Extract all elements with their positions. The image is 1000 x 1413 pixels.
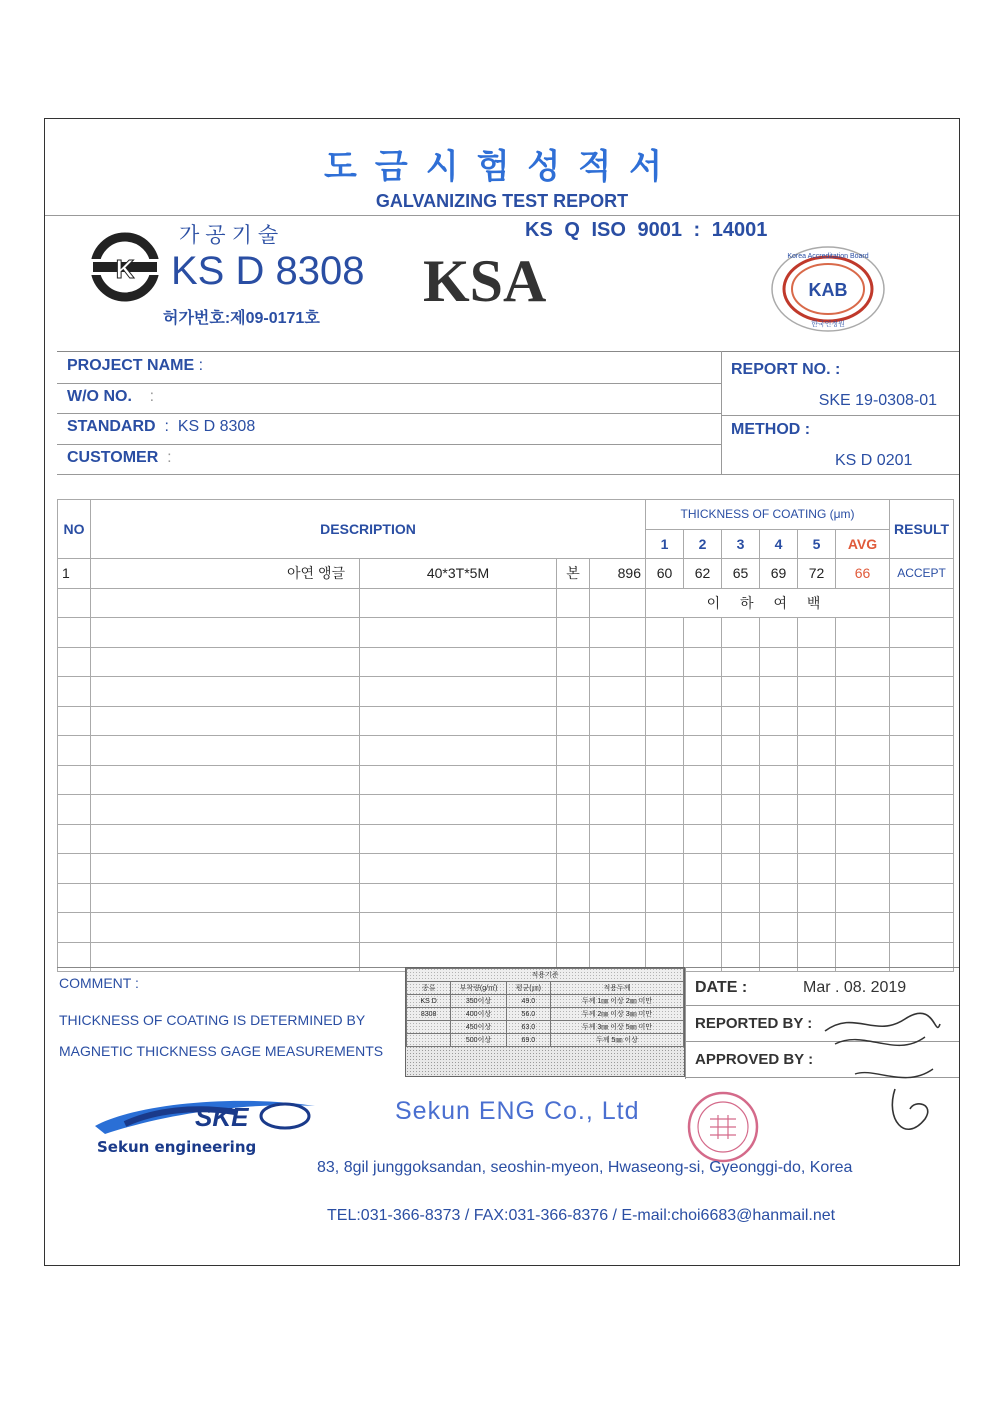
customer-label: CUSTOMER :: [67, 449, 172, 466]
reported-by-label: REPORTED BY :: [695, 1015, 813, 1032]
standard-label: STANDARD : KS D 8308: [67, 418, 256, 435]
report-no-label: REPORT NO. :: [731, 361, 841, 378]
row-t4: 69: [760, 559, 798, 589]
table-row: [58, 706, 954, 736]
date-value: Mar . 08. 2019: [803, 979, 907, 996]
row-t3: 65: [722, 559, 760, 589]
comment-line-1: THICKNESS OF COATING IS DETERMINED BY: [59, 1012, 366, 1028]
method-value: KS D 0201: [835, 452, 913, 469]
comment-line-2: MAGNETIC THICKNESS GAGE MEASUREMENTS: [59, 1043, 384, 1059]
row-spec: 40*3T*5M: [360, 559, 557, 589]
row-result: ACCEPT: [890, 559, 954, 589]
svg-text:SKE: SKE: [195, 1102, 249, 1132]
svg-text:KAB: KAB: [808, 280, 848, 300]
date-label: DATE :: [695, 979, 748, 996]
header-no: NO: [58, 500, 91, 559]
row-unit: 본: [557, 559, 590, 589]
header-result: RESULT: [890, 500, 954, 559]
method-label: METHOD :: [731, 421, 811, 438]
spec-reference-table: 적용기준 종류 부착량(g/㎡) 평균(㎛) 적용두께 KS D 350이상 49.0 두께 1㎜ 이상 2㎜ 미만 8308 400이상 56.0 두께 2㎜ 이상 3㎜ 미만 450이상 63.0 두께 3㎜ 이상 5㎜ 미만 500이상 69.0 두께 5㎜ 이상: [405, 967, 685, 1077]
comment-label: COMMENT :: [59, 975, 139, 991]
signature-scribble: [815, 969, 945, 1149]
row-t2: 62: [684, 559, 722, 589]
svg-text:K: K: [115, 254, 135, 284]
title-korean: 도금시험성적서: [324, 148, 680, 186]
row-avg: 66: [836, 559, 890, 589]
svg-text:Korea Accreditation Board: Korea Accreditation Board: [787, 253, 869, 260]
header-avg: AVG: [836, 529, 890, 559]
table-row: [58, 618, 954, 648]
header-description: DESCRIPTION: [91, 500, 646, 559]
company-contact: TEL:031-366-8373 / FAX:031-366-8376 / E-mail:choi6683@hanmail.net: [327, 1207, 836, 1224]
license-number: 허가번호:제09-0171호: [163, 310, 320, 327]
svg-text:Sekun engineering: Sekun engineering: [97, 1138, 257, 1156]
iso-cert: KS Q ISO 9001 : 14001: [525, 219, 768, 241]
wo-no-label: W/O NO. :: [67, 388, 155, 405]
table-row: [58, 677, 954, 707]
header-point-2: 2: [684, 529, 722, 559]
company-address: 83, 8gil junggoksandan, seoshin-myeon, Hwaseong-si, Gyeonggi-do, Korea: [317, 1159, 853, 1176]
blank-note: 이 하 여 백: [646, 588, 890, 618]
ks-code: KS D 8308: [171, 249, 365, 293]
table-row: [58, 588, 954, 618]
table-row: [58, 559, 954, 589]
table-row: [58, 824, 954, 854]
report-page: [44, 118, 960, 1266]
row-t1: 60: [646, 559, 684, 589]
items-table: [57, 499, 954, 972]
table-row: [58, 854, 954, 884]
svg-text:한국인정원: 한국인정원: [811, 320, 845, 328]
table-row: [58, 795, 954, 825]
standard-value: KS D 8308: [177, 418, 256, 435]
kab-logo: [770, 244, 886, 334]
cert-label: 가공기술: [179, 224, 285, 247]
header-thickness: THICKNESS OF COATING (μm): [646, 500, 890, 530]
company-name: Sekun ENG Co., Ltd: [395, 1097, 640, 1125]
header-point-4: 4: [760, 529, 798, 559]
ske-logo: [85, 1084, 325, 1164]
project-name-label: PROJECT NAME :: [67, 357, 204, 374]
ks-mark-logo: [89, 231, 161, 303]
ksa-mark: KSA: [423, 248, 547, 314]
row-t5: 72: [798, 559, 836, 589]
company-seal: [685, 1089, 761, 1165]
table-row: [58, 883, 954, 913]
approved-by-label: APPROVED BY :: [695, 1051, 814, 1068]
table-row: [58, 765, 954, 795]
title-english: GALVANIZING TEST REPORT: [375, 191, 629, 211]
header-point-5: 5: [798, 529, 836, 559]
row-item: 아연 앵글: [91, 559, 360, 589]
table-row: [58, 913, 954, 943]
header-point-3: 3: [722, 529, 760, 559]
table-row: [58, 647, 954, 677]
row-qty: 896: [590, 559, 646, 589]
header-point-1: 1: [646, 529, 684, 559]
table-row: [58, 736, 954, 766]
report-no-value: SKE 19-0308-01: [818, 392, 937, 409]
row-no: 1: [58, 559, 91, 589]
